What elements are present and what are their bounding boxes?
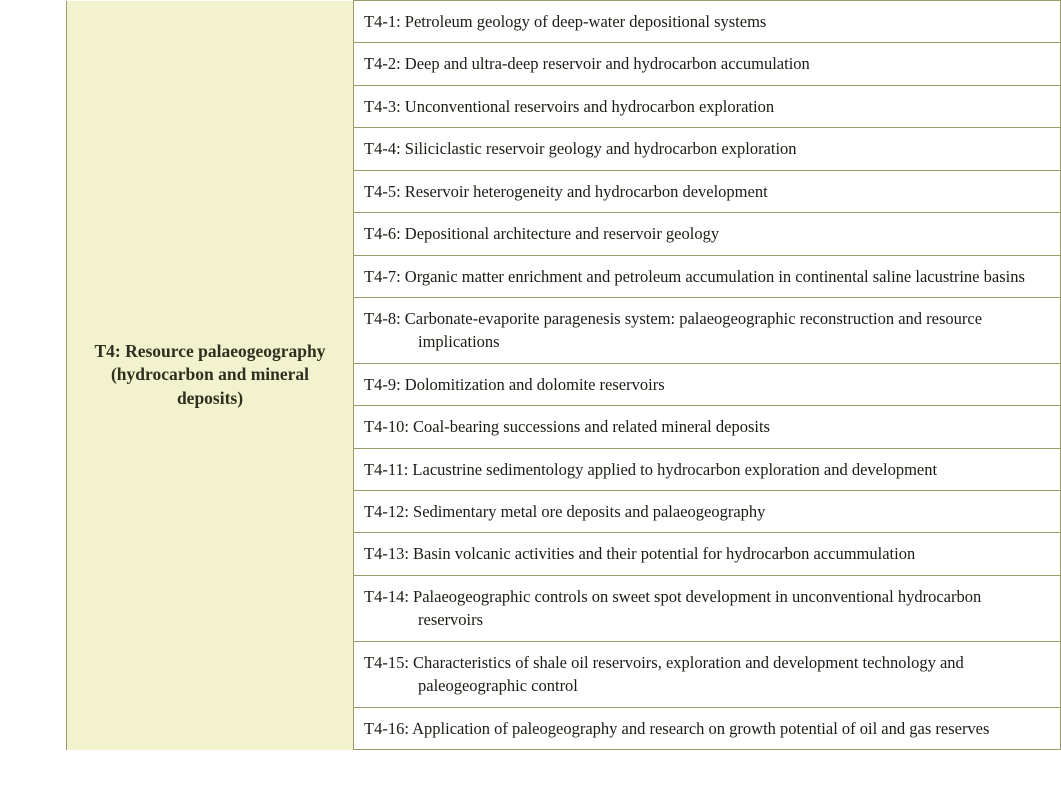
topic-title: Characteristics of shale oil reservoirs, exploration and development technology and paleogeographic control (413, 652, 964, 696)
topic-title: Reservoir heterogeneity and hydrocarbon development (404, 181, 768, 201)
topic-cell (354, 533, 1061, 575)
topic-text (364, 415, 1048, 438)
topic-code: T4-12: (364, 502, 414, 522)
topic-cell (354, 363, 1061, 405)
table-row (67, 1, 1061, 43)
topic-code: T4-4: (364, 139, 405, 159)
topic-text (364, 717, 1048, 740)
topic-title: Petroleum geology of deep-water depositional systems (404, 12, 767, 31)
topic-code: T4-8: (364, 308, 405, 328)
topic-code: T4-15: (364, 652, 414, 672)
topic-cell (354, 85, 1061, 127)
table-body (67, 1, 1061, 750)
topic-text (364, 137, 1048, 160)
topic-code: T4-3: (364, 96, 405, 116)
topic-text (364, 458, 1048, 481)
topic-title: Organic matter enrichment and petroleum accumulation in continental saline lacustrine basins (404, 266, 1025, 286)
topic-title: Lacustrine sedimentology applied to hydrocarbon exploration and development (412, 459, 938, 479)
topic-code: T4-5: (364, 181, 405, 201)
topic-cell (354, 128, 1061, 170)
topic-code: T4-14: (364, 586, 414, 606)
topic-text (364, 180, 1048, 203)
topic-code: T4-9: (364, 374, 405, 394)
topic-cell (354, 43, 1061, 85)
topic-text (364, 542, 1048, 565)
topic-text (364, 265, 1048, 288)
topic-title: Depositional architecture and reservoir geology (404, 224, 720, 244)
topic-code: T4-7: (364, 266, 405, 286)
theme-title: T4: Resource palaeogeography (hydrocarbon and mineral deposits) (94, 341, 326, 408)
topic-text (364, 307, 1048, 354)
topic-code: T4-11: (364, 459, 413, 479)
topic-cell (354, 448, 1061, 490)
topic-text (364, 52, 1048, 75)
topic-title: Palaeogeographic controls on sweet spot development in unconventional hydrocarbon reservoirs (413, 586, 982, 630)
topic-code: T4-16: (364, 718, 413, 738)
topic-text (364, 585, 1048, 632)
topic-cell (354, 406, 1061, 448)
topic-cell (354, 255, 1061, 297)
topic-title: Coal-bearing successions and related mineral deposits (413, 417, 770, 437)
topic-cell (354, 491, 1061, 533)
topic-code: T4-10: (364, 417, 414, 437)
topic-text (364, 373, 1048, 396)
topic-cell (354, 641, 1061, 707)
topic-text (364, 222, 1048, 245)
topic-text (364, 95, 1048, 118)
topic-text (364, 10, 1048, 33)
topic-title: Unconventional reservoirs and hydrocarbon exploration (404, 96, 775, 116)
topic-code: T4-6: (364, 224, 405, 244)
topic-cell (354, 1, 1061, 43)
topic-cell (354, 297, 1061, 363)
topic-title: Application of paleogeography and research on growth potential of oil and gas reserves (412, 718, 990, 738)
topic-cell (354, 575, 1061, 641)
topic-title: Deep and ultra-deep reservoir and hydrocarbon accumulation (404, 54, 810, 74)
topic-code: T4-1: (364, 12, 405, 31)
themes-topics-table (66, 0, 1061, 750)
topic-title: Dolomitization and dolomite reservoirs (404, 374, 665, 394)
topic-code: T4-2: (364, 54, 405, 74)
topic-code: T4-13: (364, 544, 414, 564)
topic-title: Sedimentary metal ore deposits and palaeogeography (413, 502, 766, 522)
topic-title: Siliciclastic reservoir geology and hydrocarbon exploration (404, 139, 797, 159)
topic-text (364, 500, 1048, 523)
topic-cell (354, 707, 1061, 749)
topic-title: Carbonate-evaporite paragenesis system: palaeogeographic reconstruction and resource implications (404, 308, 983, 352)
topic-cell (354, 213, 1061, 255)
topic-title: Basin volcanic activities and their potential for hydrocarbon accummulation (413, 544, 916, 564)
topic-cell (354, 170, 1061, 212)
topic-text (364, 651, 1048, 698)
theme-cell-t4 (67, 1, 354, 750)
